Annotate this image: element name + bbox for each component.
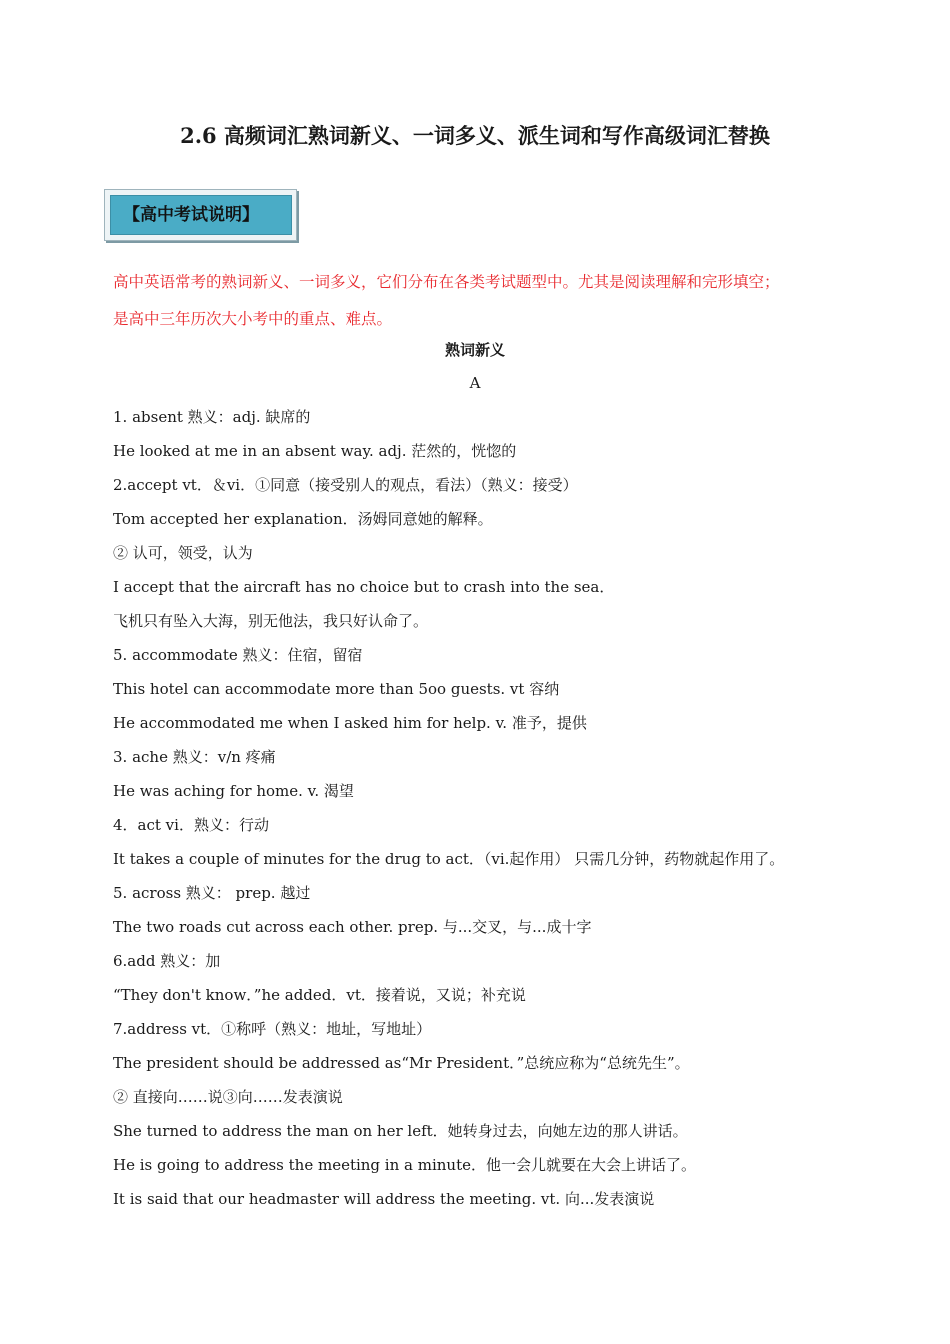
entry-line: Tom accepted her explanation．汤姆同意她的解释。: [113, 510, 493, 528]
section-label: 【高中考试说明】: [123, 205, 259, 225]
entry-line: 6.add 熟义：加: [113, 952, 221, 970]
sub-heading: 熟词新义: [444, 341, 505, 359]
entry-line: 7.address vt．①称呼（熟义：地址，写地址）: [113, 1020, 432, 1038]
section-label-box-inner: [110, 195, 292, 235]
entry-line: 飞机只有坠入大海，别无他法，我只好认命了。: [113, 612, 429, 630]
entry-line: The president should be addressed as“Mr President．”总统应称为“总统先生”。: [113, 1054, 690, 1072]
entry-line: “They don't know．”he added．vt．接着说，又说；补充说: [113, 986, 526, 1004]
entry-line: He looked at me in an absent way. adj. 茫然的，恍惚的: [113, 442, 517, 460]
page-title: 2.6 高频词汇熟词新义、一词多义、派生词和写作高级词汇替换: [180, 123, 770, 148]
entry-line: He was aching for home. v. 渴望: [113, 782, 354, 800]
section-label-box: [104, 189, 297, 241]
intro-line: 高中英语常考的熟词新义、一词多义，它们分布在各类考试题型中。尤其是阅读理解和完形填空；: [113, 273, 780, 291]
intro-line: 是高中三年历次大小考中的重点、难点。: [113, 310, 393, 328]
entry-line: It is said that our headmaster will address the meeting. vt. 向...发表演说: [113, 1190, 655, 1208]
entry-line: She turned to address the man on her left．她转身过去，向她左边的那人讲话。: [113, 1122, 688, 1140]
entry-line: 5. accommodate 熟义：住宿，留宿: [113, 646, 363, 664]
entry-line: The two roads cut across each other. prep. 与...交叉，与...成十字: [113, 918, 592, 936]
entry-line: He is going to address the meeting in a minute．他一会儿就要在大会上讲话了。: [113, 1156, 696, 1174]
entry-line: 5. across 熟义： prep. 越过: [113, 884, 311, 902]
entry-line: He accommodated me when I asked him for help. v. 准予，提供: [113, 714, 587, 732]
vocabulary-list: [113, 400, 853, 1216]
entry-line: It takes a couple of minutes for the drug to act．（vi.起作用） 只需几分钟，药物就起作用了。: [113, 850, 785, 868]
intro-paragraph: [113, 264, 838, 338]
entry-line: ② 认可，领受，认为: [113, 544, 253, 562]
entry-line: I accept that the aircraft has no choice but to crash into the sea．: [113, 578, 615, 596]
entry-line: 1. absent 熟义：adj. 缺席的: [113, 408, 311, 426]
entry-line: 2.accept vt．＆vi．①同意（接受别人的观点，看法）（熟义：接受）: [113, 476, 578, 494]
letter-heading: A: [469, 374, 481, 392]
entry-line: 3. ache 熟义：v/n 疼痛: [113, 748, 276, 766]
entry-line: 4．act vi．熟义：行动: [113, 816, 269, 834]
entry-line: ② 直接向……说③向……发表演说: [113, 1088, 343, 1106]
entry-line: This hotel can accommodate more than 5oo guests. vt 容纳: [113, 680, 560, 698]
